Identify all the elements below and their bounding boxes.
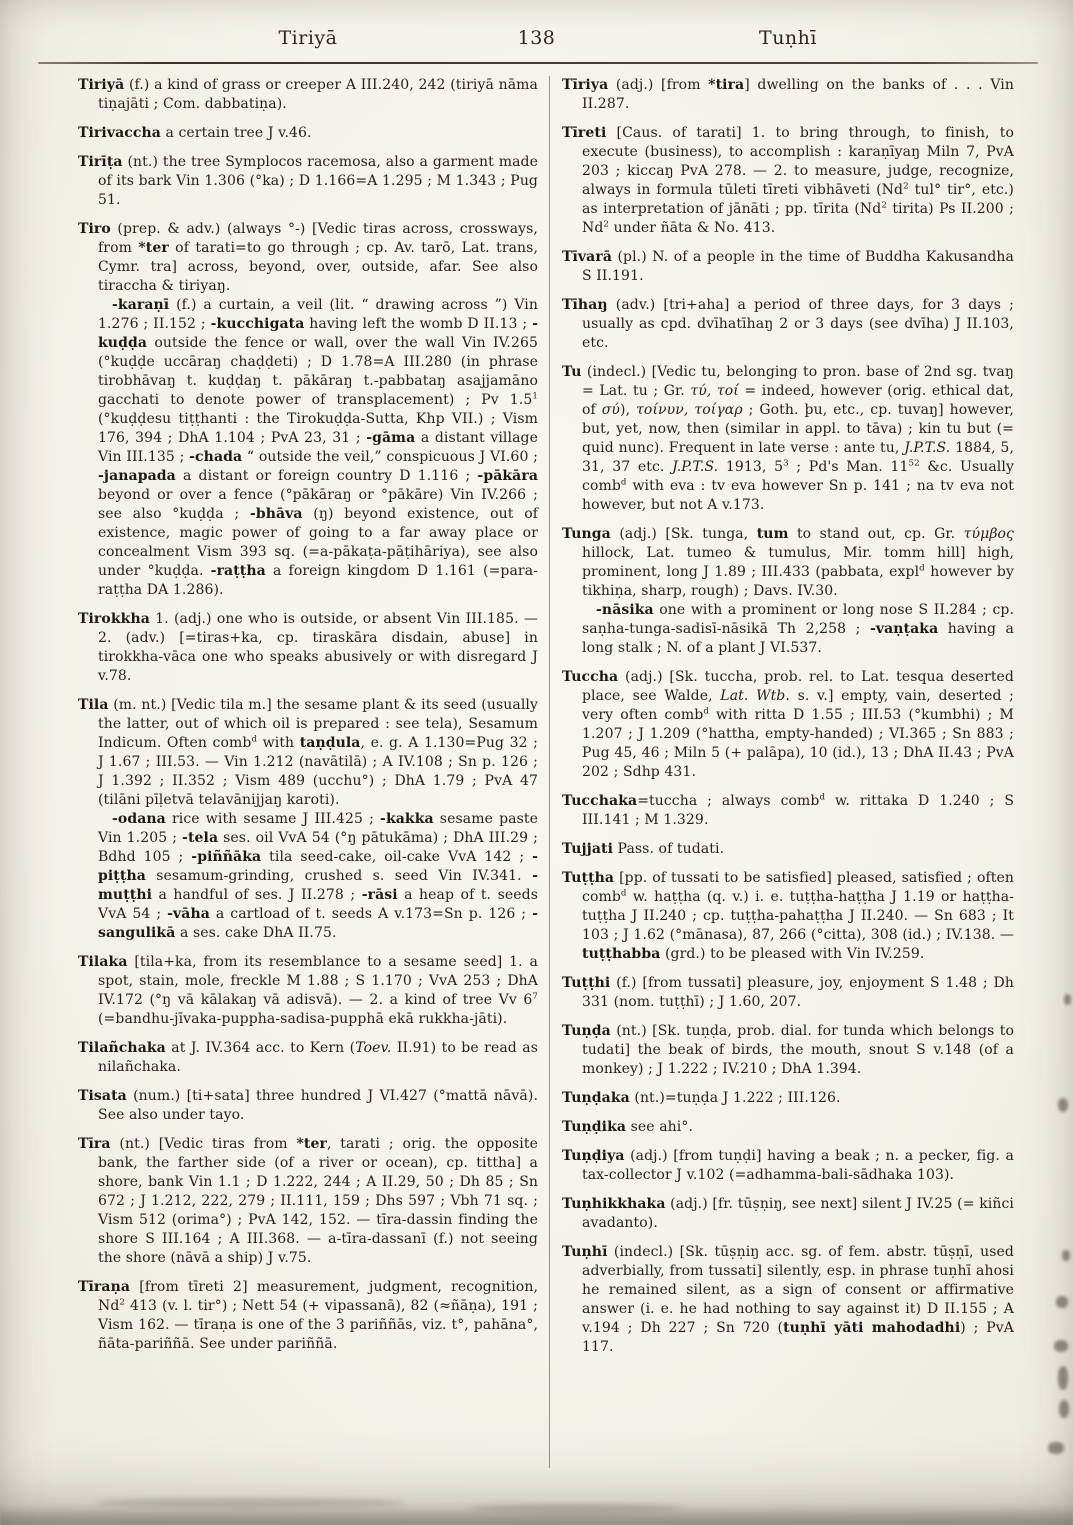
entry-tilanchaka-body: Tilañchaka at J. IV.364 acc. to Kern (Toev. II.91) to be read as nilañchaka. xyxy=(78,1040,538,1075)
entry-tutthi-body: Tuṭṭhi (f.) [from tussati] pleasure, joy, enjoyment S 1.48 ; Dh 331 (nom. tuṭṭhī) ; J 1.60, 207. xyxy=(562,975,1014,1010)
entry-tuttha-body: Tuṭṭha [pp. of tussati to be satisfied] pleased, satisfied ; often comb$^d$ w. haṭṭha (q. v.) i. e. tuṭṭha-haṭṭha J 1.19 or haṭṭha-tuṭṭha J II.240 ; cp. tuṭṭha-pahaṭṭha J II.240. — Sn 683 ; It 103 ; J 1.62 (°mānasa), 87, 266 (°citta), 308 (id.) ; IV.138. — tuṭṭhabba (grd.) to be pleased with Vin IV.259. xyxy=(562,870,1014,962)
entry-tunhikkhaka-body: Tuṇhikkhaka (adj.) [fr. tūṣṇiŋ, see next] silent J IV.25 (= kiñci avadanto). xyxy=(562,1196,1014,1231)
entry-tu-body: Tu (indecl.) [Vedic tu, belonging to pron. base of 2nd sg. tvaŋ = Lat. tu ; Gr. τύ, τοί = indeed, however (orig. ethical dat, of σύ), τοίνυν, τοίγαρ ; Goth. þu, etc., cp. tuvaŋ] however, but, yet, now, then (similar in appl. to tāva) ; kin tu but (= quid nunc). Frequent in late verse : ante tu, J.P.T.S. 1884, 5, 31, 37 etc. J.P.T.S. 1913, $5^3$ ; Pd's Man. $11^{52}$ &c. Usually comb$^d$ with eva : tv eva however Sn p. 141 ; na tv eva not however, but not A v.173. xyxy=(562,364,1014,513)
entry-tireti xyxy=(562,124,1014,238)
entry-tihan-body: Tīhaŋ (adv.) [tri+aha] a period of three days, for 3 days ; usually as cpd. dvīhatīhaŋ 2 or 3 days (see dvīha) J II.103, etc. xyxy=(562,297,1014,351)
entry-tisata-body: Tisata (num.) [ti+sata] three hundred J VI.427 (°mattā nāvā). See also under tayo. xyxy=(78,1088,538,1123)
running-head-right-word: Tuṇhī xyxy=(759,27,817,49)
entry-tucchaka-body: Tucchaka=tuccha ; always comb$^d$ w. rittaka D 1.240 ; S III.141 ; M 1.329. xyxy=(562,792,1015,828)
entry-tilanchaka xyxy=(78,1039,538,1077)
entry-tira-body: Tīra (nt.) [Vedic tiras from *ter, tarati ; orig. the opposite bank, the farther side (of a river or ocean), cp. tittha] a shore, bank Vin 1.1 ; D 1.222, 244 ; A II.29, 50 ; Dh 85 ; Sn 672 ; J 1.212, 222, 279 ; II.111, 159 ; Dhs 597 ; Vbh 71 sq. ; Vism 512 (orima°) ; PvA 142, 152. — tīra-dassin finding the shore S III.164 ; A III.368. — a-tīra-dassanī (f.) not seeing the shore (nāvā a ship) J v.75. xyxy=(78,1136,538,1266)
entry-tiro-body: Tiro (prep. & adv.) (always °-) [Vedic tiras across, crossways, from *ter of tarati=to go through ; cp. Av. tarō, Lat. trans, Cymr. tra] across, beyond, over, outside, afar. See also tiraccha & tiriyaŋ. xyxy=(78,221,539,294)
entry-tirita-body: Tirīṭa (nt.) the tree Symplocos racemosa, also a garment made of its bark Vin 1.306 (°ka) ; D 1.166=A 1.295 ; M 1.343 ; Pug 51. xyxy=(78,154,538,208)
entry-tirivaccha-body: Tirivaccha a certain tree J v.46. xyxy=(78,125,312,141)
entry-tivara xyxy=(562,248,1014,286)
scan-artifact xyxy=(1058,1098,1068,1112)
scan-shadow xyxy=(0,1505,1073,1525)
scan-artifact xyxy=(1054,1340,1068,1352)
entry-tila-compounds: -odana rice with sesame J III.425 ; -kakka sesame paste Vin 1.205 ; -tela ses. oil VvA 54 (°ŋ pātukāma) ; DhA III.29 ; Bdhd 105 ; -piññāka tila seed-cake, oil-cake VvA 142 ; -piṭṭha sesamum-grinding, crushed s. seed Vin IV.341. -muṭṭhi a handful of ses. J II.278 ; -rāsi a heap of t. seeds VvA 54 ; -vāha a cartload of t. seeds A v.173=Sn p. 126 ; -sangulikā a ses. cake DhA II.75. xyxy=(98,811,538,941)
entry-tundaka-body: Tuṇḍaka (nt.)=tuṇḍa J 1.222 ; III.126. xyxy=(562,1090,841,1106)
entry-tundika xyxy=(562,1118,1014,1137)
entry-tiriya-adj-body: Tīriya (adj.) [from *tira] dwelling on the banks of . . . Vin II.287. xyxy=(562,77,1014,112)
entry-tivara-body: Tīvarā (pl.) N. of a people in the time of Buddha Kakusandha S II.191. xyxy=(562,249,1014,284)
entry-tiriya-body: Tiriyā (f.) a kind of grass or creeper A III.240, 242 (tiriyā nāma tiṇajāti ; Com. dabbatiṇa). xyxy=(78,77,538,112)
entry-tutthi xyxy=(562,974,1014,1012)
entry-tirana-body: Tīraṇa [from tīreti 2] measurement, judgment, recognition, Nd$^2$ 413 (v. l. tir°) ; Nett 54 (+ vipassanā), 82 (≈ñāṇa), 191 ; Vism 162. — tīraṇa is one of the 3 pariññās, viz. t°, pahāna°, ñāta-pariññā. See under pariññā. xyxy=(78,1279,538,1352)
entry-tucchaka xyxy=(562,792,1014,830)
entry-tundaka xyxy=(562,1089,1014,1108)
entry-tila xyxy=(78,696,538,943)
entry-tilaka xyxy=(78,953,538,1029)
scan-artifact xyxy=(1048,1442,1064,1454)
scan-artifact xyxy=(1058,1366,1068,1390)
entry-tirita xyxy=(78,153,538,210)
entry-tiriya-adj xyxy=(562,76,1014,114)
entry-tunhi-body: Tuṇhī (indecl.) [Sk. tūṣṇiŋ acc. sg. of fem. abstr. tūṣṇī, used adverbially, from tussati] silently, esp. in phrase tuṇhī ahosi he remained silent, as a sign of consent or affirmative answer (i. e. he had nothing to say against it) D II.155 ; A v.194 ; Dh 227 ; Sn 720 (tuṇhī yāti mahodadhi) ; PvA 117. xyxy=(562,1244,1014,1355)
entry-tundiya xyxy=(562,1147,1014,1185)
entry-tunda-body: Tuṇḍa (nt.) [Sk. tuṇḍa, prob. dial. for tunda which belongs to tudati] the beak of birds, the mouth, snout S v.148 (of a monkey) ; J 1.222 ; IV.210 ; DhA 1.394. xyxy=(562,1023,1014,1077)
column-divider xyxy=(549,76,550,1468)
entry-tuccha xyxy=(562,668,1014,782)
entry-tiriya xyxy=(78,76,538,114)
entry-tirana xyxy=(78,1278,538,1354)
entry-tuccha-body: Tuccha (adj.) [Sk. tuccha, prob. rel. to Lat. tesqua deserted place, see Walde, Lat. Wtb. s. v.] empty, vain, deserted ; very often comb$^d$ with ritta D 1.55 ; III.53 (°kumbhi) ; M 1.207 ; J 1.209 (°hattha, empty-handed) ; VI.365 ; Sn 883 ; Pug 45, 46 ; Miln 5 (+ palāpa), 10 (id.), 13 ; DhA II.43 ; PvA 202 ; Sdhp 431. xyxy=(562,669,1014,780)
entry-tunga-compounds: -nāsika one with a prominent or long nose S II.284 ; cp. saṇha-tunga-sadisī-nāsikā Th 2,258 ; -vaṇṭaka having a long stalk ; N. of a plant J VI.537. xyxy=(582,602,1014,656)
scan-artifact xyxy=(1056,1296,1068,1308)
entry-tujjati-body: Tujjati Pass. of tudati. xyxy=(562,841,725,857)
entry-tihan xyxy=(562,296,1014,353)
entry-tunda xyxy=(562,1022,1014,1079)
entry-tira xyxy=(78,1135,538,1268)
column-right xyxy=(562,76,1014,1367)
entry-tirokkha xyxy=(78,610,538,686)
entry-tirokkha-body: Tirokkha 1. (adj.) one who is outside, or absent Vin III.185. — 2. (adv.) [=tiras+ka, cp. tiraskāra disdain, abuse] in tirokkha-vāca one who speaks abusively or with disregard J v.78. xyxy=(78,611,538,684)
scan-artifact xyxy=(1064,994,1071,1005)
scan-artifact xyxy=(1059,1400,1069,1418)
entry-tila-body: Tila (m. nt.) [Vedic tila m.] the sesame plant & its seed (usually the latter, out of which oil is prepared : see tela), Sesamum Indicum. Often comb$^d$ with taṇḍula, e. g. A 1.130=Pug 32 ; J 1.67 ; III.53. — Vin 1.212 (navātilā) ; A IV.108 ; Sn p. 126 ; J 1.392 ; II.352 ; Vism 489 (ucchu°) ; DhA 1.79 ; PvA 47 (tilāni pīḷetvā telavānijjaŋ karoti). xyxy=(78,697,538,808)
running-head-left-word: Tiriyā xyxy=(278,27,338,49)
scan-artifact xyxy=(1062,1250,1070,1261)
running-head xyxy=(0,27,1073,57)
entry-tirivaccha xyxy=(78,124,538,143)
entry-tisata xyxy=(78,1087,538,1125)
entry-tundika-body: Tuṇḍika see ahi°. xyxy=(562,1119,694,1135)
entry-tu xyxy=(562,363,1014,515)
entry-tiro xyxy=(78,220,538,600)
entry-tunga-body: Tunga (adj.) [Sk. tunga, tum to stand out, cp. Gr. τύμβος hillock, Lat. tumeo & tumulus, Mir. tomm hill] high, prominent, long J 1.89 ; III.433 (pabbata, expl$^d$ however by tikhiṇa, sharp, rough) ; Davs. IV.30. xyxy=(562,526,1014,599)
header-rule xyxy=(38,62,1038,64)
entry-tundiya-body: Tuṇḍiya (adj.) [from tuṇḍi] having a beak ; n. a pecker, fig. a tax-collector J v.102 (=adhamma-bali-sādhaka 103). xyxy=(562,1148,1014,1183)
entry-tunga xyxy=(562,525,1014,658)
page-number: 138 xyxy=(517,27,556,49)
entry-tireti-body: Tīreti [Caus. of tarati] 1. to bring through, to finish, to execute (business), to accomplish : karaṇīyaŋ Miln 7, PvA 203 ; kiccaŋ PvA 278. — 2. to measure, judge, recognize, always in formula tūleti tīreti vibhāveti (Nd$^2$ tul° tir°, etc.) as interpretation of jānāti ; pp. tīrita (Nd$^2$ tirita) Ps II.200 ; Nd$^2$ under ñāta & No. 413. xyxy=(562,125,1014,236)
entry-tujjati xyxy=(562,840,1014,859)
entry-tilaka-body: Tilaka [tila+ka, from its resemblance to a sesame seed] 1. a spot, stain, mole, freckle M 1.88 ; S 1.170 ; VvA 253 ; DhA IV.172 (°ŋ vā kālakaŋ vā adisvā). — 2. a kind of tree Vv $6^7$ (=bandhu-jīvaka-puppha-sadisa-pupphā ekā rukkha-jāti). xyxy=(78,954,538,1027)
entry-tunhi xyxy=(562,1243,1014,1357)
entry-tuttha xyxy=(562,869,1014,964)
column-left xyxy=(78,76,538,1364)
entry-tunhikkhaka xyxy=(562,1195,1014,1233)
entry-tiro-compounds: -karaṇī (f.) a curtain, a veil (lit. “ drawing across ”) Vin 1.276 ; II.152 ; -kucchigata having left the womb D II.13 ; -kuḍḍa outside the fence or wall, over the wall Vin IV.265 (°kuḍḍe uccāraŋ chaḍḍeti) ; D 1.78=A III.280 (in phrase tirobhāvaŋ t. kuḍḍaŋ t. pākāraŋ t.-pabbataŋ asajjamāno gacchati to denote power of transplacement) ; Pv $1.5^1$ (°kuḍḍesu tiṭṭhanti : the Tirokuḍḍa-Sutta, Khp VII.) ; Vism 176, 394 ; DhA 1.104 ; PvA 23, 31 ; -gāma a distant village Vin III.135 ; -chada “ outside the veil,” conspicuous J VI.60 ; -janapada a distant or foreign country D 1.116 ; -pākāra beyond or over a fence (°pākāraŋ or °pākāre) Vin IV.266 ; see also °kuḍḍa ; -bhāva (ŋ) beyond existence, out of existence, magic power of going to a far away place or concealment Vism 393 sq. (=a-pākaṭa-pāṭihāriya), see also under °kuḍḍa. -raṭṭha a foreign kingdom D 1.161 (=para-raṭṭha DA 1.286). xyxy=(98,297,539,598)
